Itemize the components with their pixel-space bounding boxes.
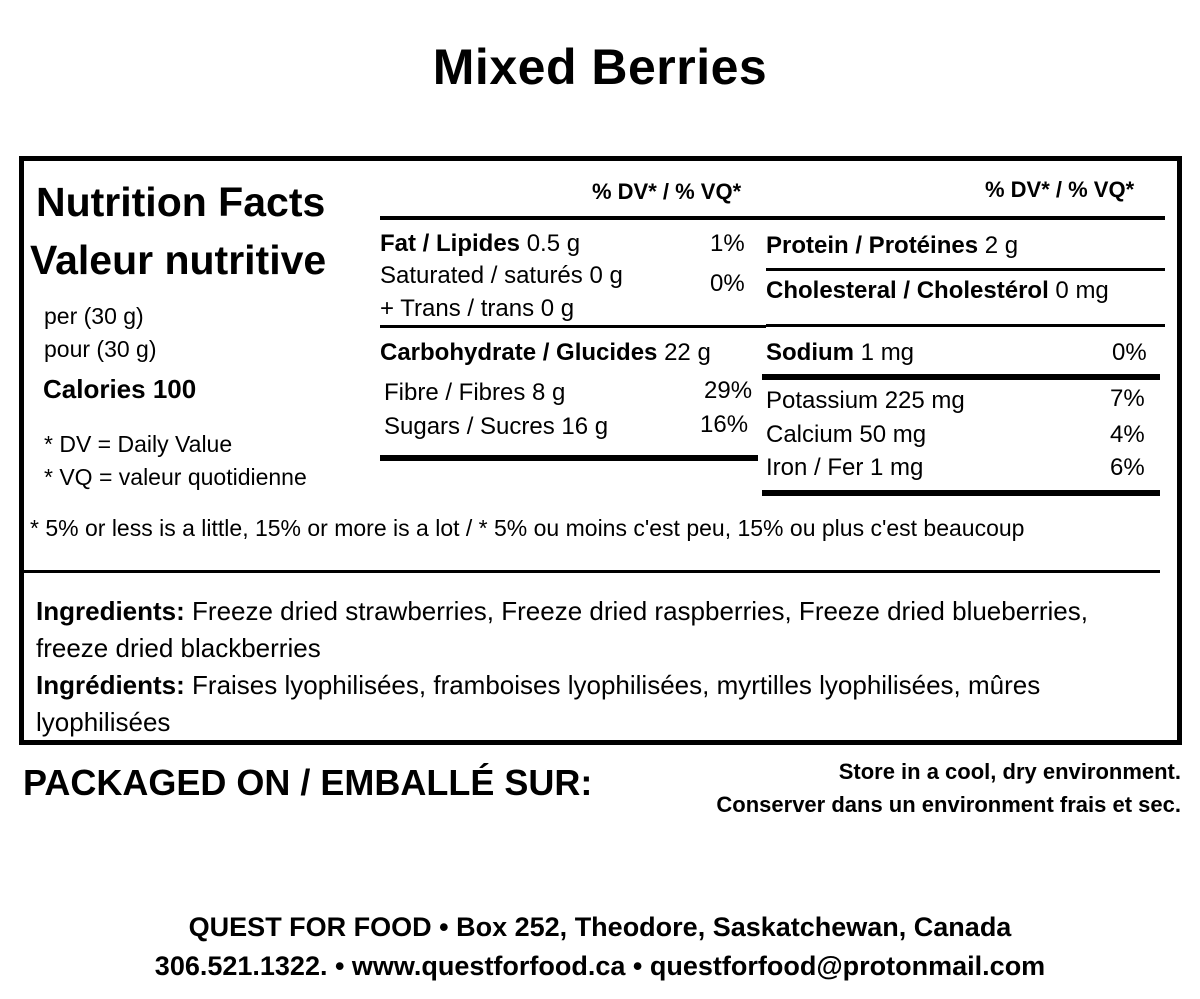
divider (380, 455, 758, 461)
serving-size-fr: pour (30 g) (44, 336, 157, 362)
divider (766, 268, 1165, 271)
cholesterol-label: Cholesteral / Cholestérol (766, 277, 1049, 304)
dv-footnote: * 5% or less is a little, 15% or more is a lot / * 5% ou moins c'est peu, 15% ou plus c'est beaucoup (30, 515, 1025, 541)
company-address: QUEST FOR FOOD • Box 252, Theodore, Saskatchewan, Canada (188, 912, 1012, 942)
iron-row: Iron / Fer 1 mg (766, 454, 924, 481)
dv-header-left: % DV* / % VQ* (592, 179, 742, 204)
ingredients-label-fr: Ingrédients: (36, 670, 185, 700)
divider (762, 490, 1160, 496)
sat-trans-dv: 0% (710, 270, 745, 297)
calories-label: Calories (43, 374, 146, 404)
divider (380, 325, 766, 328)
calories-value: 100 (152, 374, 197, 404)
protein-label: Protein / Protéines (766, 232, 979, 259)
divider (24, 570, 1160, 573)
calcium-dv: 4% (1110, 421, 1145, 448)
ingredients-text-en: Freeze dried strawberries, Freeze dried raspberries, Freeze dried blueberries, freeze dried blackberries (36, 596, 1088, 663)
packaged-on-label: PACKAGED ON / EMBALLÉ SUR: (23, 762, 593, 803)
fibre-row: Fibre / Fibres 8 g (384, 379, 566, 406)
storage-en: Store in a cool, dry environment. (838, 759, 1181, 784)
company-contact: 306.521.1322. • www.questforfood.ca • questforfood@protonmail.com (154, 951, 1046, 981)
dv-note-fr: * VQ = valeur quotidienne (44, 464, 307, 490)
carbohydrate-amount: 22 g (664, 339, 711, 366)
carbohydrate-label: Carbohydrate / Glucides (380, 339, 658, 366)
serving-size-en: per (30 g) (44, 303, 144, 329)
fat-dv: 1% (710, 230, 745, 257)
sodium-dv: 0% (1112, 339, 1147, 366)
dv-note-en: * DV = Daily Value (44, 431, 233, 457)
saturated-row: Saturated / saturés 0 g (380, 262, 623, 289)
calcium-row: Calcium 50 mg (766, 421, 927, 448)
sodium-label: Sodium (766, 339, 854, 366)
potassium-row: Potassium 225 mg (766, 387, 965, 414)
ingredients-fr (36, 667, 1156, 741)
cholesterol-amount: 0 mg (1055, 277, 1109, 304)
product-title: Mixed Berries (432, 39, 768, 95)
ingredients-en (36, 593, 1156, 667)
fat-row (380, 230, 580, 258)
ingredients-text-fr: Fraises lyophilisées, framboises lyophilisées, myrtilles lyophilisées, mûres lyophilisées (36, 670, 1041, 737)
protein-row (766, 232, 1018, 260)
divider (762, 374, 1160, 380)
storage-fr: Conserver dans un environment frais et sec. (716, 792, 1181, 817)
sodium-row (766, 339, 914, 367)
calories-row (43, 374, 196, 405)
divider (766, 324, 1165, 327)
ingredients-label-en: Ingredients: (36, 596, 185, 626)
nutrition-facts-heading: Nutrition Facts (36, 179, 326, 225)
fat-label: Fat / Lipides (380, 230, 521, 257)
protein-amount: 2 g (984, 232, 1019, 259)
dv-header-right: % DV* / % VQ* (985, 177, 1135, 202)
sodium-amount: 1 mg (860, 339, 915, 366)
sugars-dv: 16% (700, 411, 749, 438)
fat-amount: 0.5 g (526, 230, 581, 257)
valeur-nutritive-heading: Valeur nutritive (30, 237, 327, 283)
iron-dv: 6% (1110, 454, 1145, 481)
divider (380, 216, 766, 220)
nutrition-label (19, 156, 1182, 745)
fibre-dv: 29% (704, 377, 753, 404)
sugars-row: Sugars / Sucres 16 g (384, 413, 609, 440)
carbohydrate-row (380, 339, 711, 367)
ingredients-section (36, 593, 1156, 741)
divider (766, 216, 1165, 220)
trans-row: + Trans / trans 0 g (380, 295, 575, 322)
cholesterol-row (766, 277, 1109, 305)
potassium-dv: 7% (1110, 385, 1145, 412)
storage-instructions (716, 755, 1181, 821)
